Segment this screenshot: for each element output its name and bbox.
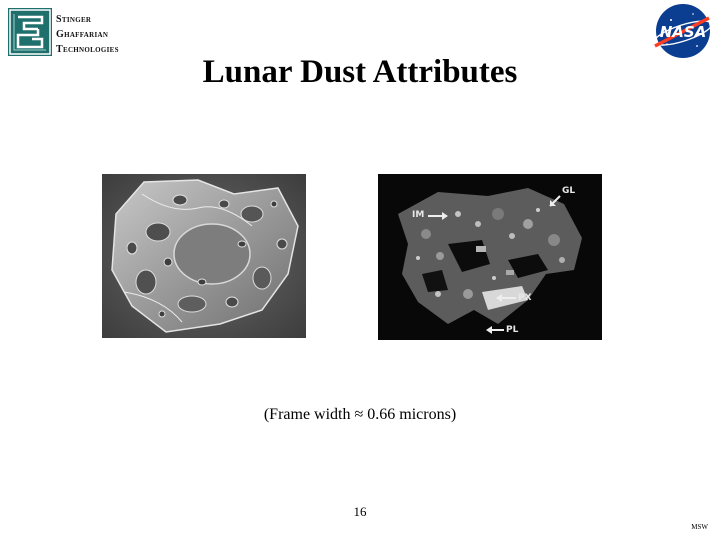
slide-title: Lunar Dust Attributes xyxy=(202,54,518,90)
thin-section-micrograph-photo xyxy=(378,174,602,340)
callout-label: PX xyxy=(518,293,532,303)
nasa-logo-text: NASA xyxy=(659,23,707,41)
author-initials: MSW xyxy=(691,523,708,531)
callout-label: GL xyxy=(562,186,576,196)
company-name-line-3: Technologies xyxy=(56,44,119,55)
company-name xyxy=(56,12,146,57)
callout-label: PL xyxy=(506,325,519,335)
company-name-line-1: Stinger xyxy=(56,14,92,25)
sem-dust-particle-photo xyxy=(102,174,306,338)
page-number: 16 xyxy=(353,504,367,519)
callout-label: IM xyxy=(412,210,425,220)
figure-caption: (Frame width ≈ 0.66 microns) xyxy=(263,406,457,423)
sgt-logo-icon xyxy=(8,8,52,56)
company-name-line-2: Ghaffarian xyxy=(56,29,109,40)
